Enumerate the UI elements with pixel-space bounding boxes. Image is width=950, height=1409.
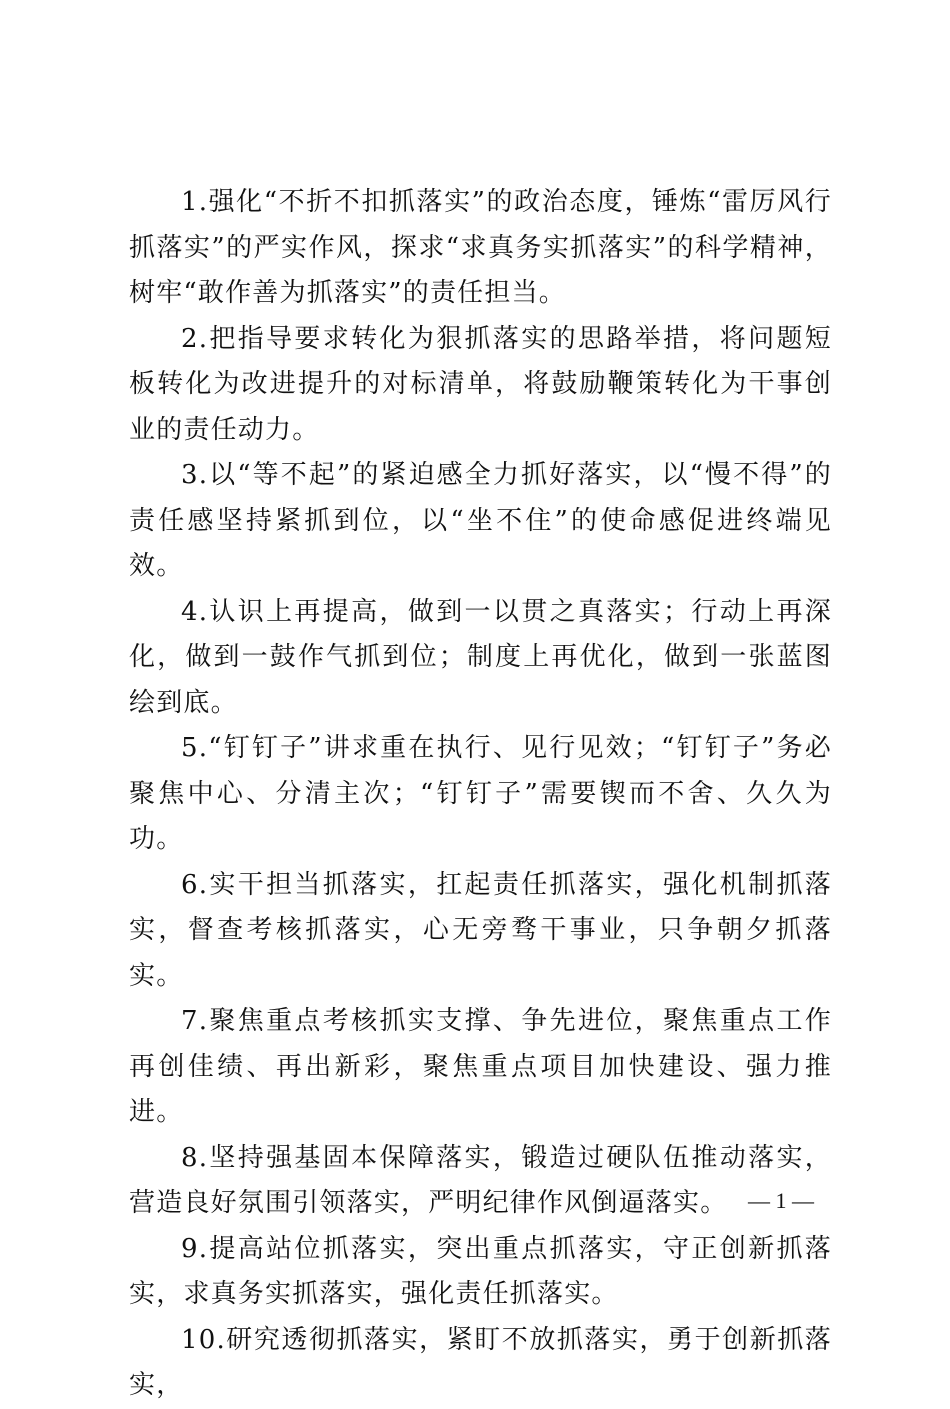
paragraph-9: 9.提高站位抓落实，突出重点抓落实，守正创新抓落实，求真务实抓落实，强化责任抓落实。 — [129, 1233, 832, 1309]
paragraph-7: 7.聚焦重点考核抓实支撑、争先进位，聚焦重点工作再创佳绩、再出新彩，聚焦重点项目加快建设、强力推进。 — [129, 1006, 832, 1127]
paragraph-1: 1.强化“不折不扣抓落实”的政治态度，锤炼“雷厉风行抓落实”的严实作风，探求“求真务实抓落实”的科学精神，树牢“敢作善为抓落实”的责任担当。 — [129, 187, 832, 308]
paragraph-6: 6.实干担当抓落实，扛起责任抓落实，强化机制抓落实，督查考核抓落实，心无旁骛干事业，只争朝夕抓落实。 — [129, 869, 832, 991]
paragraph-4: 4.认识上再提高，做到一以贯之真落实；行动上再深化，做到一鼓作气抓到位；制度上再优化，做到一张蓝图绘到底。 — [129, 596, 832, 718]
page-number: — 1 — — [748, 1188, 814, 1213]
document-body — [129, 180, 832, 1409]
paragraph-3: 3.以“等不起”的紧迫感全力抓好落实，以“慢不得”的责任感坚持紧抓到位，以“坐不住”的使命感促进终端见效。 — [129, 460, 832, 581]
paragraph-10: 10.研究透彻抓落实，紧盯不放抓落实，勇于创新抓落实， — [129, 1324, 832, 1400]
paragraph-2: 2.把指导要求转化为狠抓落实的思路举措，将问题短板转化为改进提升的对标清单，将鼓励鞭策转化为干事创业的责任动力。 — [129, 323, 832, 445]
paragraph-5: 5.“钉钉子”讲求重在执行、见行见效；“钉钉子”务必聚焦中心、分清主次；“钉钉子”需要锲而不舍、久久为功。 — [129, 733, 832, 854]
paragraph-8: 8.坚持强基固本保障落实，锻造过硬队伍推动落实，营造良好氛围引领落实，严明纪律作风倒逼落实。 — [129, 1142, 832, 1218]
